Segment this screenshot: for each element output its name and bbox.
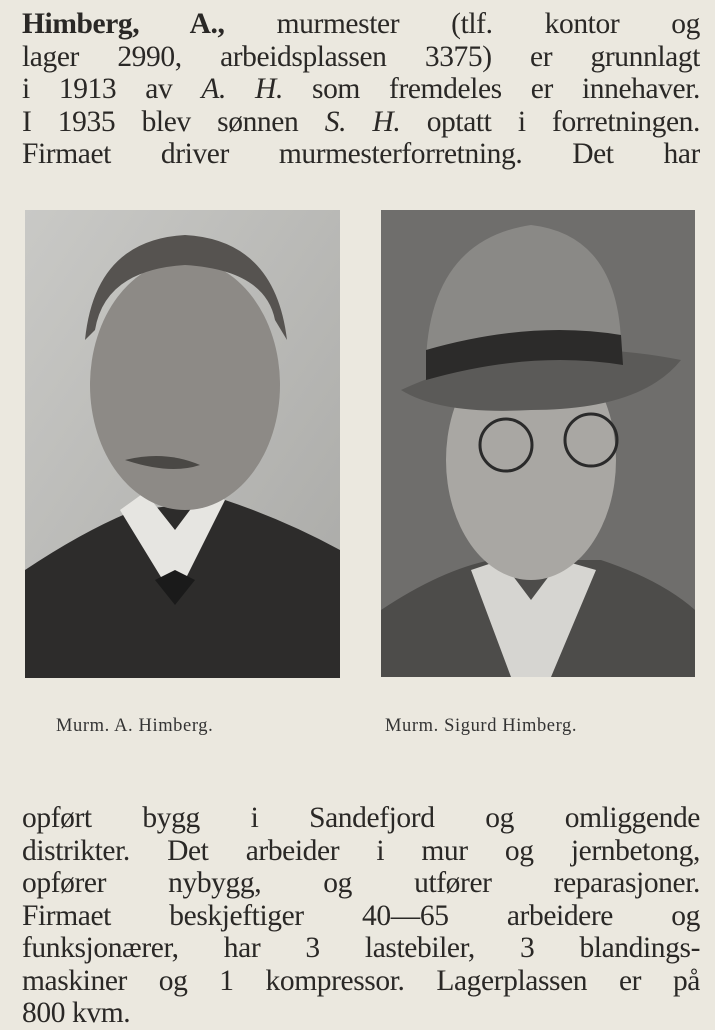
text-span: I 1935 blev sønnen bbox=[22, 105, 325, 138]
text-line: Firmaet driver murmesterforretning. Det har bbox=[22, 138, 700, 170]
text-line: opfører nybygg, og utfører reparasjoner. bbox=[22, 867, 700, 899]
text-line bbox=[22, 8, 700, 41]
text-span: murmester (tlf. kontor og bbox=[224, 8, 700, 40]
text-span: i 1913 av bbox=[22, 73, 202, 105]
text-line: Firmaet beskjeftiger 40—65 arbeidere og bbox=[22, 899, 700, 932]
initials: S. H. bbox=[324, 105, 401, 138]
text-line: opført bygg i Sandefjord og omliggende bbox=[22, 802, 700, 834]
text-line: lager 2990, arbeidsplassen 3375) er grunnlagt bbox=[22, 40, 700, 73]
text-line bbox=[22, 106, 700, 139]
text-line: 800 kvm. bbox=[22, 997, 131, 1029]
text-line: distrikter. Det arbeider i mur og jernbetong, bbox=[22, 834, 700, 867]
portrait-photo-a-himberg bbox=[25, 210, 340, 678]
text-line: maskiner og 1 kompressor. Lagerplassen er på bbox=[22, 964, 700, 997]
text-line: funksjonærer, har 3 lastebiler, 3 blandings- bbox=[22, 932, 700, 964]
portrait-photo-sigurd-himberg bbox=[381, 210, 695, 677]
initials: A. H. bbox=[201, 73, 283, 105]
photo-caption-left: Murm. A. Himberg. bbox=[56, 716, 214, 736]
text-line bbox=[22, 73, 700, 106]
text-span: optatt i forretningen. bbox=[400, 105, 700, 138]
firm-name: Himberg, A., bbox=[22, 8, 225, 40]
text-span: som fremdeles er innehaver. bbox=[282, 73, 700, 105]
photo-caption-right: Murm. Sigurd Himberg. bbox=[385, 716, 578, 736]
article-bottom bbox=[22, 802, 700, 1030]
article-top bbox=[22, 8, 700, 171]
